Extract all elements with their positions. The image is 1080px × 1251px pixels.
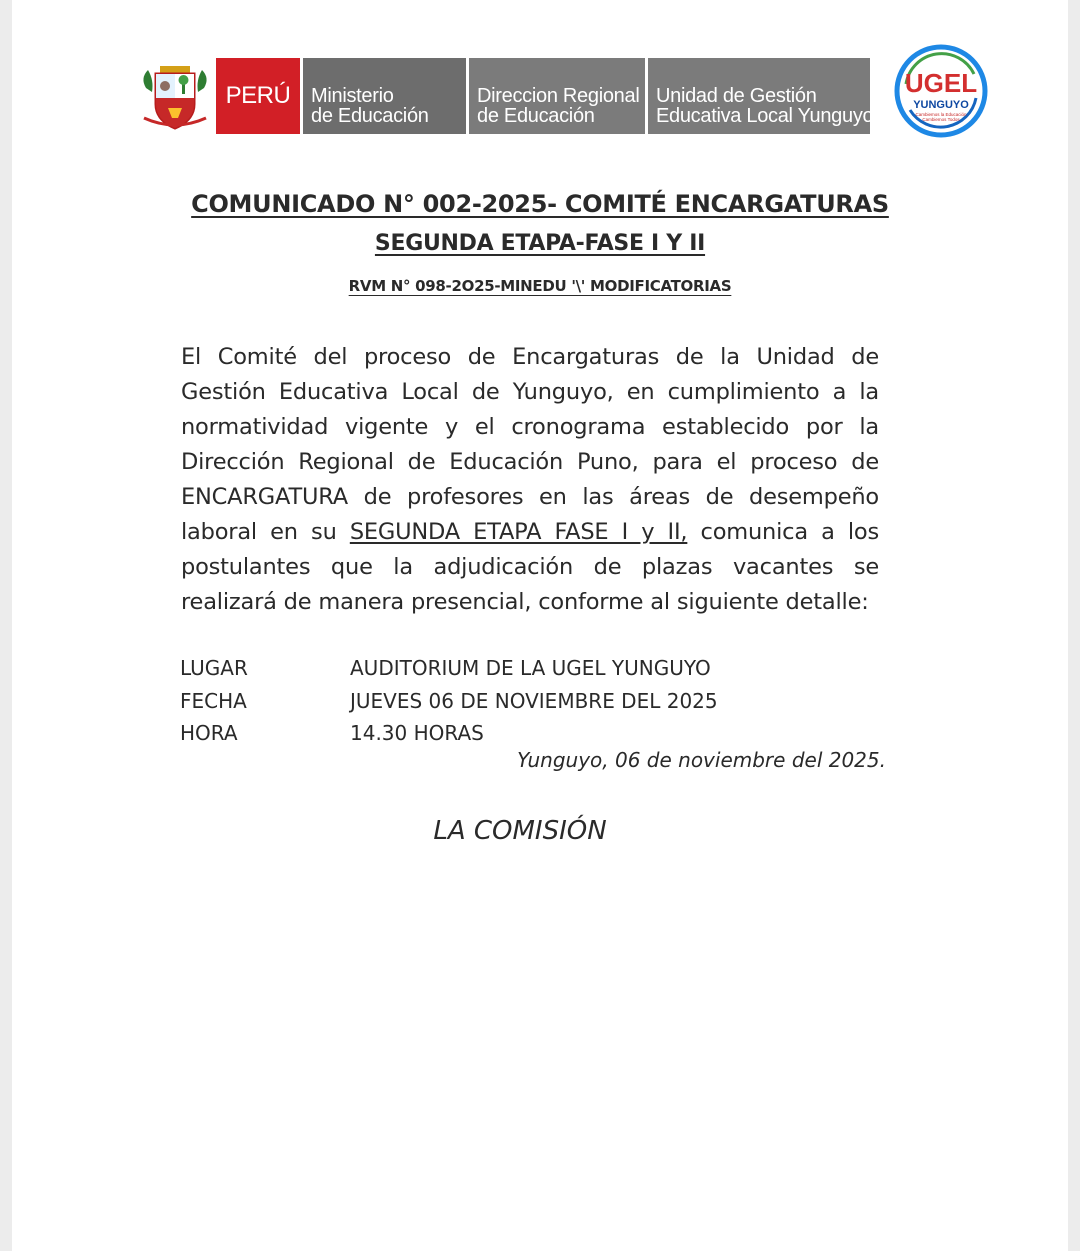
ugel-slogan-2: Cambiemos Todos	[922, 117, 960, 122]
communique-title	[0, 190, 1080, 218]
ugel-place-text: YUNGUYO	[913, 99, 969, 111]
ministry-line-2: de Educación	[311, 105, 429, 127]
signature-commission: LA COMISIÓN	[433, 816, 607, 846]
document-page	[12, 0, 1068, 1251]
peru-text: PERÚ	[225, 82, 291, 109]
ministry-box	[303, 58, 466, 134]
ministry-line-1: Ministerio	[311, 85, 394, 107]
place-and-date: Yunguyo, 06 de noviembre del 2025.	[517, 748, 886, 772]
detail-label: FECHA	[180, 689, 247, 713]
ugel-brand-text: UGEL	[904, 68, 978, 98]
detail-value: JUEVES 06 DE NOVIEMBRE DEL 2025	[350, 689, 718, 713]
regional-box	[469, 58, 645, 134]
detail-value: 14.30 HORAS	[350, 721, 484, 745]
peru-label	[216, 58, 300, 134]
detail-label: HORA	[180, 721, 238, 745]
peru-coat-of-arms-icon	[138, 58, 212, 134]
institutional-header	[138, 58, 874, 134]
regional-line-1: Direccion Regional	[477, 85, 640, 107]
detail-value: AUDITORIUM DE LA UGEL YUNGUYO	[350, 656, 711, 680]
body-part-1: El Comité del proceso de Encargaturas de la Unidad de Gestión Educativa Local de Yunguyo, en cumplimiento a la normatividad vigente y el cronograma establecido por la Dirección Regional de Educación Puno, para el proceso de ENCARGATURA de profesores en las áreas de desempeño laboral en su	[181, 344, 879, 545]
ugel-yunguyo-logo	[894, 44, 988, 138]
communique-subtitle	[0, 231, 1080, 256]
local-unit-line-2: Educativa Local Yunguyo	[656, 105, 874, 127]
legal-reference	[0, 277, 1080, 295]
body-underlined-phase: SEGUNDA ETAPA FASE I y II,	[349, 519, 688, 545]
body-paragraph	[181, 340, 879, 620]
body-part-2: comunica a los postulantes que la adjudicación de plazas vacantes se realizará de manera presencial, conforme al siguiente detalle:	[181, 519, 879, 615]
title-line-2: SEGUNDA ETAPA-FASE I Y II	[374, 231, 706, 256]
title-line-1: COMUNICADO N° 002-2025- COMITÉ ENCARGATURAS	[191, 190, 889, 218]
title-line-3: RVM N° 098-2O25-MINEDU '\' MODIFICATORIAS	[348, 277, 732, 295]
ugel-slogan-1: Cambiemos la Educación	[915, 112, 967, 117]
local-unit-line-1: Unidad de Gestión	[656, 85, 817, 107]
regional-line-2: de Educación	[477, 105, 595, 127]
detail-label: LUGAR	[180, 656, 248, 680]
local-unit-box	[648, 58, 874, 134]
